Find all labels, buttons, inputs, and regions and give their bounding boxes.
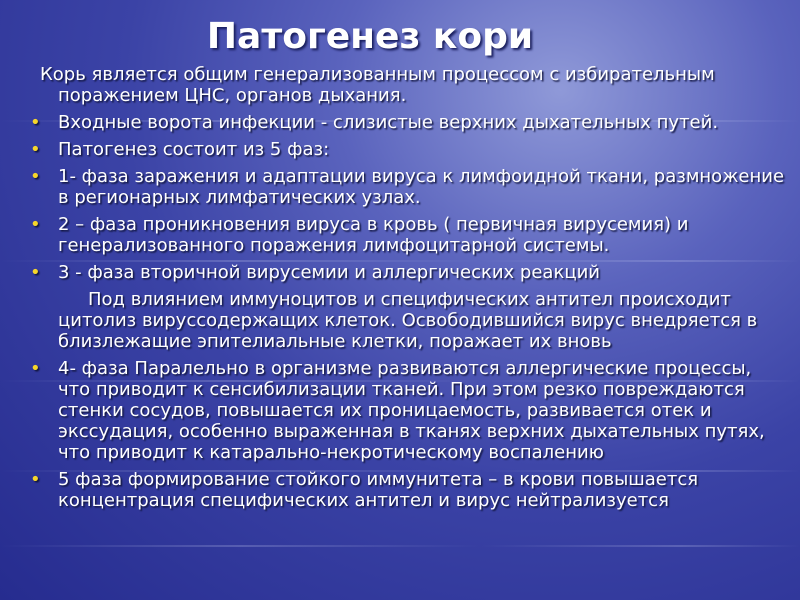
- bullet-dot-icon: •: [30, 469, 41, 490]
- bullet-dot-icon: •: [30, 262, 41, 283]
- bullet-item: [28, 358, 788, 463]
- phase3-detail-paragraph: Под влиянием иммуноцитов и специфических антител происходит цитолиз вируссодержащих клеток. Освободившийся вирус внедряется в близлежащие эпителиальные клетки, поражает их вновь: [58, 289, 758, 352]
- bullet-text: 2 – фаза проникновения вируса в кровь ( первичная вирусемия) и генерализованного поражения лимфоцитарной системы.: [58, 214, 689, 256]
- bullet-text: 5 фаза формирование стойкого иммунитета – в крови повышается концентрация специфических антител и вирус нейтрализуется: [58, 469, 699, 511]
- bullet-dot-icon: •: [30, 214, 41, 235]
- bullet-dot-icon: •: [30, 139, 41, 160]
- intro-paragraph: Корь является общим генерализованным процессом с избирательным поражением ЦНС, органов дыхания.: [40, 64, 715, 106]
- bullet-item: [28, 139, 788, 160]
- bullet-item: [28, 214, 788, 256]
- bullet-text: Входные ворота инфекции - слизистые верхних дыхательных путей.: [58, 112, 719, 133]
- bullet-item: [28, 112, 788, 133]
- bullet-item: [28, 262, 788, 283]
- bullet-text: Патогенез состоит из 5 фаз:: [58, 139, 330, 160]
- slide-title: Патогенез кори: [206, 16, 534, 57]
- slide-body: [28, 64, 788, 517]
- bullet-dot-icon: •: [30, 166, 41, 187]
- bullet-text: 3 - фаза вторичной вирусемии и аллергических реакций: [58, 262, 600, 283]
- bullet-dot-icon: •: [30, 112, 41, 133]
- bullet-dot-icon: •: [30, 358, 41, 379]
- bullet-item: [28, 469, 788, 511]
- bullet-text: 4- фаза Паралельно в организме развиваются аллергические процессы, что приводит к сенсибилизации тканей. При этом резко повреждаются стенки сосудов, повышается их проницаемость, развивается отек и экссудация, особенно выраженная в тканях верхних дыхательных путях, что приводит к катарально-некротическому воспалению: [58, 358, 765, 463]
- bullet-text: 1- фаза заражения и адаптации вируса к лимфоидной ткани, размножение в регионарных лимфатических узлах.: [58, 166, 785, 208]
- bullet-item: [28, 166, 788, 208]
